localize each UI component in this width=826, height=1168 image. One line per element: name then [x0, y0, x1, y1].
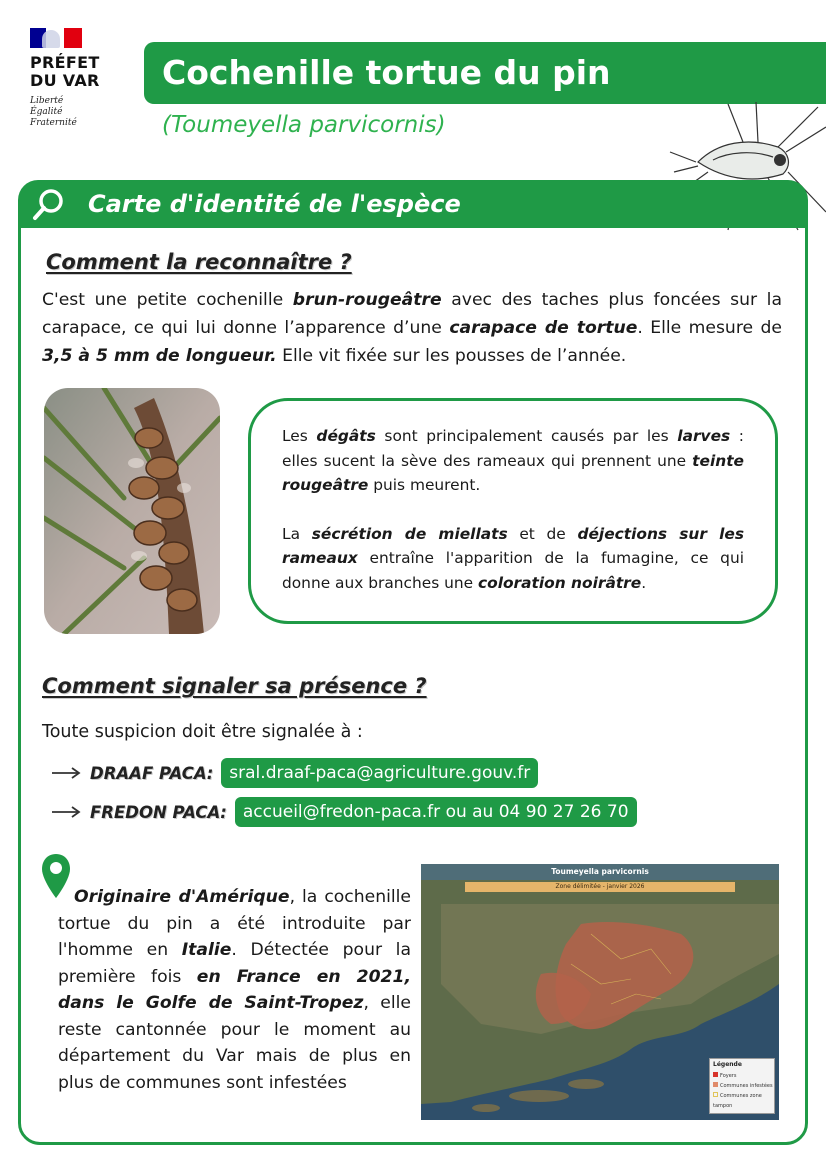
cochineal-photo [44, 388, 220, 634]
prefet-label: PRÉFET DU VAR [30, 53, 100, 90]
page-title: Cochenille tortue du pin [162, 53, 611, 92]
arrow-right-icon [50, 805, 82, 819]
map-title: Toumeyella parvicornis [421, 864, 779, 880]
arrow-right-icon [50, 766, 82, 780]
search-icon [30, 186, 68, 224]
section-title: Carte d'identité de l'espèce [88, 190, 461, 218]
fredon-contact-link[interactable]: accueil@fredon-paca.fr ou au 04 90 27 26 70 [235, 797, 637, 827]
distribution-map [421, 864, 779, 1120]
origin-text: Originaire d'Amérique, la cochenille tortue du pin a été introduite par l'homme en Italie. Détectée pour la première fois en France en 2021, dans le Golfe de Saint-Tropez, elle reste cantonnée pour le moment au département du Var mais de plus en plus de communes sont infestées [58, 887, 412, 1093]
contact-separator: : [206, 763, 214, 783]
contact-separator: : [220, 802, 227, 822]
report-intro: Toute suspicion doit être signalée à : [42, 722, 363, 742]
damage-text: Les dégâts sont principalement causés par les larves : elles sucent la sève des rameaux qui prennent une teinte rougeâtre puis meurent. La sécrétion de miellats et de déjections sur les rameaux entraîne l'apparition de la fumagine, ce qui donne aux branches une coloration noirâtre. [282, 427, 744, 592]
devise: Liberté Égalité Fraternité [30, 96, 77, 128]
recognize-text: C'est une petite cochenille brun-rougeâtre avec des taches plus foncées sur la carapace, ce qui lui donne l’apparence d’une carapace de tortue. Elle mesure de 3,5 à 5 mm de longueur. Elle vit fixée sur les pousses de l’année. [42, 290, 782, 366]
contact-draaf [50, 757, 538, 789]
prefet-logo [30, 28, 130, 129]
contact-fredon [50, 796, 637, 828]
marianne-flag-icon [30, 28, 82, 48]
draaf-email-link[interactable]: sral.draaf-paca@agriculture.gouv.fr [221, 758, 538, 788]
contact-name: FREDON PACA [90, 802, 221, 822]
map-zone-label: Zone délimitée - janvier 2026 [465, 882, 735, 892]
map-legend: Légende Foyers Communes infestées Communes zone tampon [709, 1058, 775, 1114]
species-latin-name: (Toumeyella parvicornis) [162, 112, 446, 138]
recognize-heading: Comment la reconnaître ? [46, 250, 352, 274]
contact-name: DRAAF PACA [90, 763, 207, 783]
report-heading: Comment signaler sa présence ? [42, 674, 427, 698]
